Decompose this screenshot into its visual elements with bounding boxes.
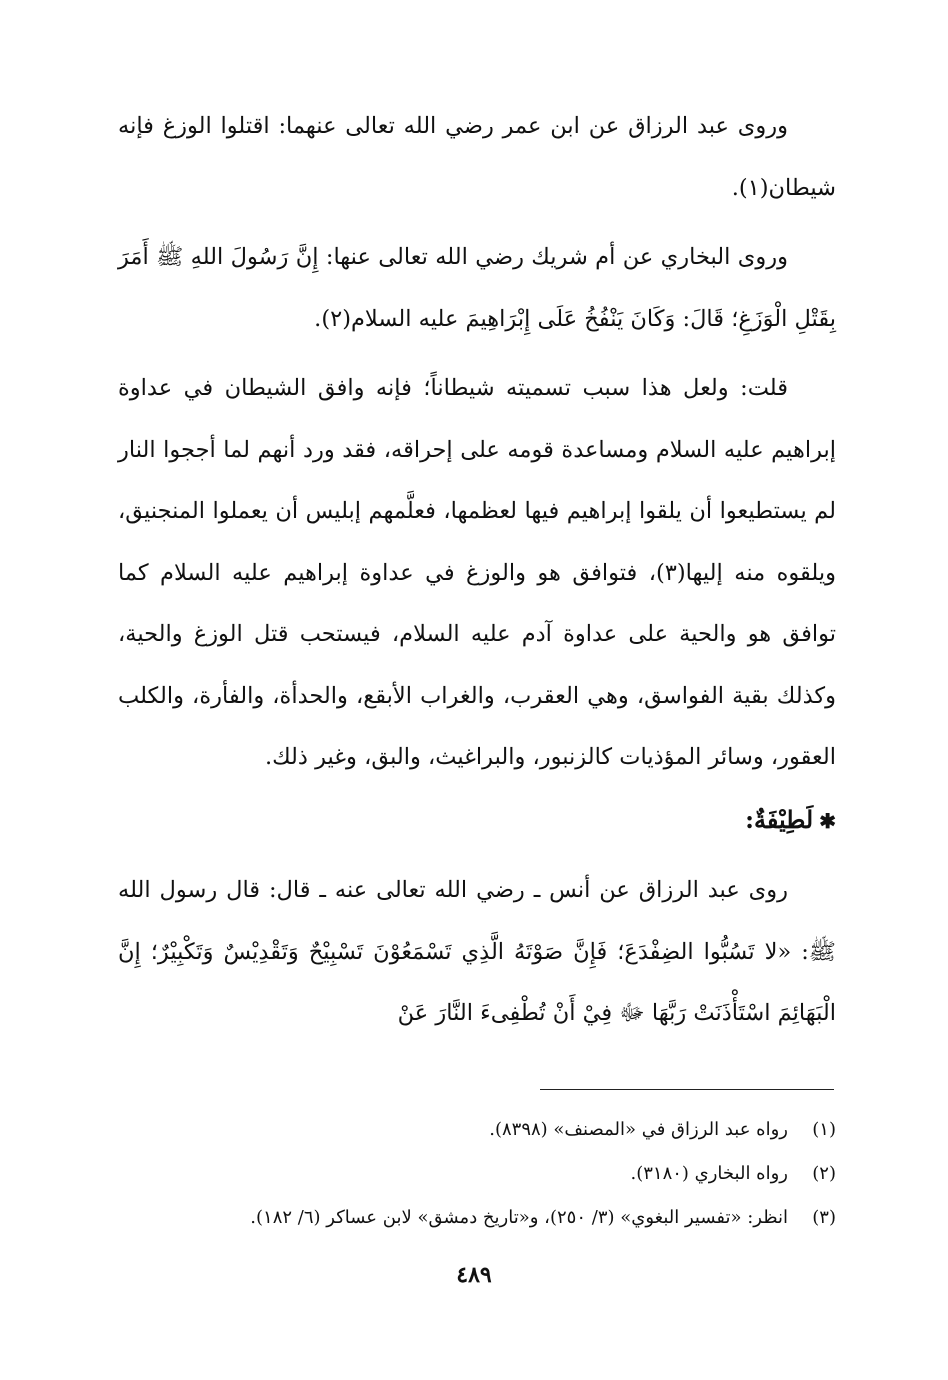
heading-text: لَطِيْفَةٌ: (745, 804, 814, 834)
paragraph-1: وروى عبد الرزاق عن ابن عمر رضي الله تعالى عنهما: اقتلوا الوزغ فإنه شيطان(١). (118, 113, 836, 201)
paragraph-2: وروى البخاري عن أم شريك رضي الله تعالى عنها: إِنَّ رَسُولَ اللهِ ﷺ أَمَرَ بِقَتْلِ الْوَزَغِ؛ قَالَ: وَكَانَ يَنْفُخُ عَلَى إِبْرَاهِيمَ عليه السلام(٢). (118, 244, 836, 332)
footnote-text: رواه عبد الرزاق في «المصنف» (٨٣٩٨). (489, 1119, 788, 1140)
main-text (118, 96, 836, 1045)
star-icon: ✱ (819, 808, 836, 833)
footnote-1 (118, 1108, 836, 1152)
paragraph-4: روى عبد الرزاق عن أنس ـ رضي الله تعالى عنه ـ قال: قال رسول الله ﷺ: «لا تَسُبُّوا الضِفْدَعَ؛ فَإِنَّ صَوْتَهُ الَّذِي تَسْمَعُوْنَ تَسْبِيْحٌ وَتَقْدِيْسٌ وَتَكْبِيْرٌ؛ إِنَّ الْبَهَائِمَ اسْتَأْذَنَتْ رَبَّهَا ﷻ فِيْ أَنْ تُطْفِىءَ النَّارَ عَنْ (118, 877, 836, 1026)
footnotes (118, 1108, 836, 1240)
footnote-3 (118, 1196, 836, 1240)
page-number: ٤٨٩ (456, 1262, 492, 1288)
footnote-divider (540, 1089, 834, 1090)
section-heading (118, 789, 836, 853)
paragraph-3: قلت: ولعل هذا سبب تسميته شيطاناً؛ فإنه وافق الشيطان في عداوة إبراهيم عليه السلام ومساعدة قومه على إحراقه، فقد ورد أنهم لما أججوا النار لم يستطيعوا أن يلقوا إبراهيم فيها لعظمها، فعلَّمهم إبليس أن يعملوا المنجنيق، ويلقوه منه إليها(٣)، فتوافق هو والوزغ في عداوة إبراهيم عليه السلام كما توافق هو والحية على عداوة آدم عليه السلام، فيستحب قتل الوزغ والحية، وكذلك بقية الفواسق، وهي العقرب، والغراب الأبقع، والحدأة، والفأرة، والكلب العقور، وسائر المؤذيات كالزنبور، والبراغيث، والبق، وغير ذلك. (118, 375, 836, 770)
footnote-2 (118, 1152, 836, 1196)
footnote-number: (٢) (812, 1163, 836, 1184)
footnote-number: (٣) (812, 1207, 836, 1228)
footnote-text: رواه البخاري (٣١٨٠). (630, 1163, 788, 1184)
footnote-text: انظر: «تفسير البغوي» (٣/ ٢٥٠)، و«تاريخ دمشق» لابن عساكر (٦/ ١٨٢). (250, 1207, 788, 1228)
footnote-number: (١) (812, 1119, 836, 1140)
